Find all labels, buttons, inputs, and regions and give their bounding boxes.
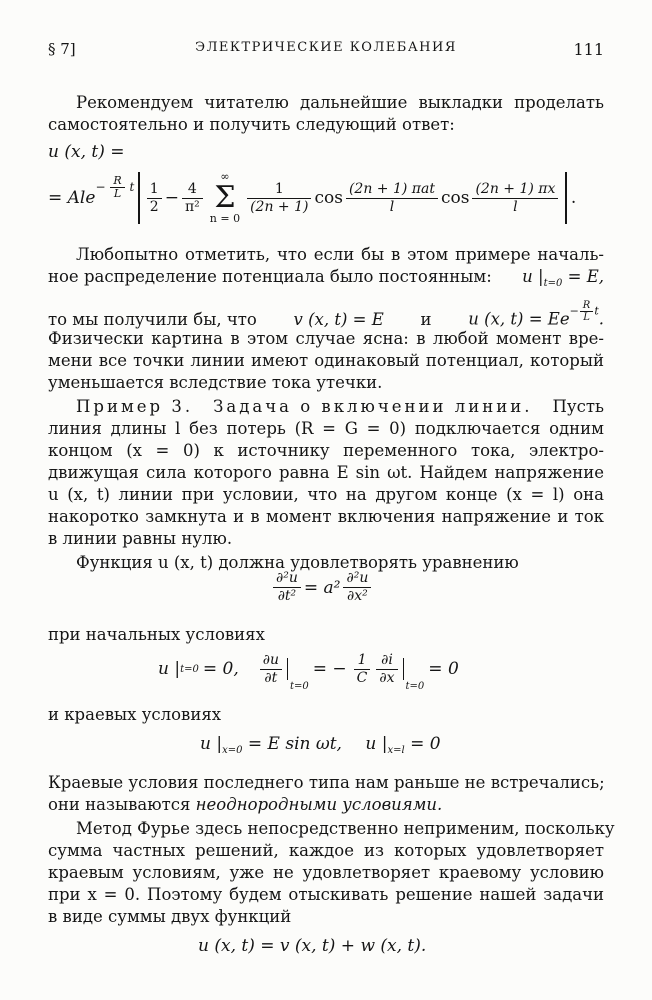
formula-part: = − bbox=[312, 659, 347, 679]
formula-boundary-conditions bbox=[200, 734, 441, 756]
formula-part: = 0, bbox=[202, 659, 239, 679]
eval-bar bbox=[403, 658, 404, 680]
frac-den: ∂x² bbox=[347, 588, 368, 604]
inline-formula bbox=[468, 300, 604, 331]
formula-wave-equation bbox=[270, 570, 374, 605]
formula-part: = 0 bbox=[428, 659, 459, 679]
exponent-num: R bbox=[110, 175, 124, 188]
chapter-title: ЭЛЕКТРИЧЕСКИЕ КОЛЕБАНИЯ bbox=[195, 40, 457, 55]
text-line: при x = 0. Поэтому будем отыскивать решение нашей задачи bbox=[48, 885, 604, 904]
text-line: самостоятельно и получить следующий ответ: bbox=[48, 115, 455, 134]
text-line: и краевых условиях bbox=[48, 705, 222, 724]
text-line: u (x, t) линии при условии, что на другом конце (x = l) она bbox=[48, 485, 604, 504]
frac-num: R bbox=[580, 300, 594, 312]
minus-sign: − bbox=[164, 188, 179, 208]
text-line bbox=[48, 266, 604, 295]
text-line: Физически картина в этом случае ясна: в любой момент вре- bbox=[48, 329, 604, 348]
formula-part: u | bbox=[158, 659, 181, 679]
summation bbox=[210, 171, 240, 225]
period: . bbox=[570, 188, 577, 208]
frac-num: 1 bbox=[147, 181, 162, 199]
frac-den: π² bbox=[184, 198, 200, 215]
left-bracket bbox=[138, 172, 140, 224]
formula-part: . bbox=[598, 309, 604, 329]
exponent-t: t bbox=[129, 179, 135, 194]
text-line: мени все точки линии имеют одинаковый потенциал, который bbox=[48, 351, 604, 370]
text-span: они называются bbox=[48, 795, 191, 814]
formula-part: = E sin ωt, bbox=[247, 734, 342, 754]
formula-part: u | bbox=[200, 734, 223, 754]
frac-den: 2 bbox=[149, 198, 159, 215]
formula-sub: t=0 bbox=[290, 681, 309, 692]
text-line bbox=[48, 794, 604, 816]
text-line: Метод Фурье здесь непосредственно неприменим, поскольку bbox=[76, 819, 615, 838]
frac-num: 1 bbox=[354, 652, 371, 670]
frac-den: l bbox=[513, 198, 518, 215]
text-span: ное распределение потенциала было постоянным: bbox=[48, 267, 492, 286]
text-line: Краевые условия последнего типа нам раньше не встречались; bbox=[48, 773, 605, 792]
eval-bar bbox=[287, 658, 288, 680]
formula-part: u | bbox=[365, 734, 388, 754]
formula-part: = 0 bbox=[410, 734, 441, 754]
formula-sub: x=0 bbox=[222, 745, 243, 756]
running-header bbox=[48, 40, 604, 64]
frac-num: ∂²u bbox=[343, 570, 371, 588]
inline-formula: v (x, t) = E bbox=[293, 309, 384, 329]
section-marker: § 7] bbox=[48, 40, 76, 58]
frac-num: (2n + 1) πx bbox=[472, 181, 558, 199]
sigma-symbol: Σ bbox=[214, 180, 236, 215]
formula-sub: t=0 bbox=[180, 663, 199, 675]
right-bracket bbox=[565, 172, 567, 224]
formula-part: = E, bbox=[567, 267, 604, 286]
text-line: в виде суммы двух функций bbox=[48, 907, 292, 926]
emphasized-term: неоднородными условиями. bbox=[195, 795, 443, 814]
frac-den: L bbox=[583, 312, 590, 323]
formula-part: t bbox=[594, 304, 599, 318]
exponent-sign: − bbox=[95, 179, 106, 194]
text-span: то мы получили бы, что bbox=[48, 309, 257, 329]
text-line: в линии равны нулю. bbox=[48, 529, 233, 548]
frac-num: 1 bbox=[247, 181, 311, 199]
formula-sub: t=0 bbox=[543, 278, 563, 289]
sum-lower: n = 0 bbox=[209, 212, 241, 225]
formula-part: u | bbox=[522, 267, 544, 286]
formula-lhs: u (x, t) = bbox=[48, 142, 125, 162]
frac-den: C bbox=[356, 669, 368, 686]
text-line: движущая сила которого равна E sin ωt. Найдем напряжение bbox=[48, 463, 604, 482]
formula-text: = Ale bbox=[48, 188, 96, 208]
text-line: Любопытно отметить, что если бы в этом примере началь- bbox=[76, 245, 604, 264]
frac-num: 4 bbox=[182, 181, 203, 199]
formula-part: u (x, t) = Ee bbox=[468, 309, 570, 329]
frac-den: l bbox=[389, 198, 395, 215]
frac-den: ∂t bbox=[264, 669, 278, 686]
text-line: линия длины l без потерь (R = G = 0) подключается одним bbox=[48, 419, 604, 438]
formula-decomposition: u (x, t) = v (x, t) + w (x, t). bbox=[198, 936, 427, 956]
text-line: сумма частных решений, каждое из которых удовлетворяет bbox=[48, 841, 604, 860]
cos-fn: cos bbox=[314, 188, 343, 208]
text-line bbox=[48, 300, 604, 331]
text-span: и bbox=[420, 309, 432, 329]
page-number: 111 bbox=[573, 40, 604, 59]
formula-part: − bbox=[569, 304, 579, 318]
formula-sub: x=l bbox=[387, 745, 405, 756]
example-label: Пример 3. bbox=[76, 397, 194, 416]
frac-num: ∂i bbox=[376, 652, 397, 670]
text-line: накоротко замкнута и в момент включения напряжение и ток bbox=[48, 507, 604, 526]
text-line bbox=[48, 396, 604, 418]
frac-den: (2n + 1) bbox=[250, 198, 309, 215]
text-line: краевым условиям, уже не удовлетворяет краевому условию bbox=[48, 863, 604, 882]
text-line: Функция u (x, t) должна удовлетворять уравнению bbox=[76, 553, 519, 572]
formula-part: = a² bbox=[303, 577, 341, 598]
frac-num: ∂u bbox=[260, 652, 282, 670]
frac-den: ∂x bbox=[379, 669, 395, 686]
text-span: Пусть bbox=[552, 397, 604, 416]
exponent bbox=[570, 300, 599, 323]
frac-num: (2n + 1) πat bbox=[346, 181, 438, 199]
cos-fn: cos bbox=[440, 188, 470, 208]
frac-num: ∂²u bbox=[273, 570, 301, 588]
sum-upper: ∞ bbox=[220, 170, 230, 183]
inline-formula bbox=[522, 266, 604, 295]
text-line: уменьшается вследствие тока утечки. bbox=[48, 373, 383, 392]
formula-series-solution bbox=[48, 168, 576, 228]
formula-initial-conditions bbox=[158, 646, 459, 692]
example-title: Задача о включении линии. bbox=[213, 397, 533, 416]
exponent bbox=[95, 175, 134, 200]
exponent-den: L bbox=[113, 186, 122, 200]
text-line: концом (x = 0) к источнику переменного тока, электро- bbox=[48, 441, 604, 460]
text-line: Рекомендуем читателю дальнейшие выкладки проделать bbox=[76, 93, 604, 112]
frac-den: ∂t² bbox=[277, 588, 297, 604]
formula-sub: t=0 bbox=[405, 681, 425, 692]
text-line: при начальных условиях bbox=[48, 625, 265, 644]
